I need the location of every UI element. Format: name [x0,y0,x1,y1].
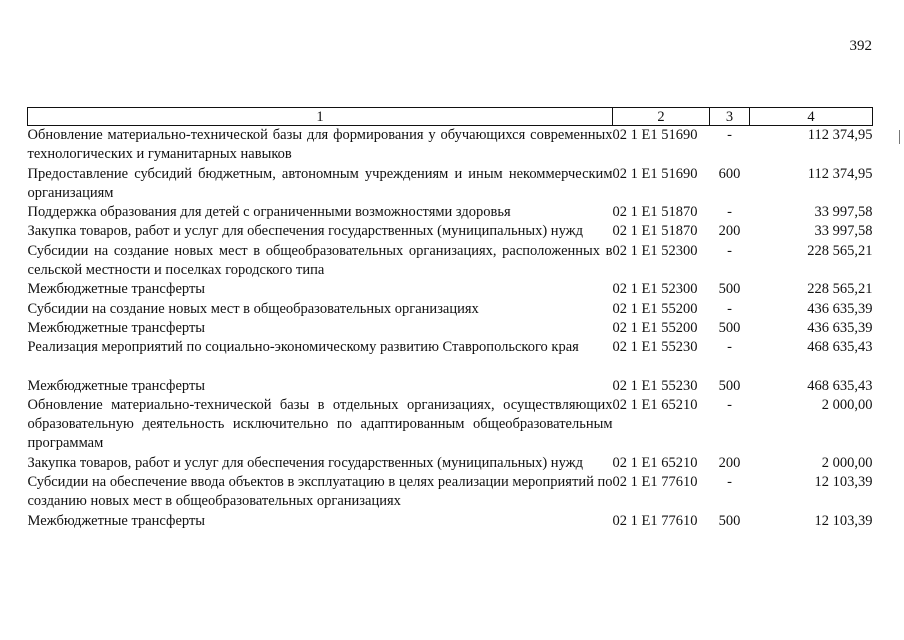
table-header [28,108,873,126]
row-name: Субсидии на создание новых мест в общеобразовательных организациях [27,300,479,317]
row-name: Поддержка образования для детей с ограниченными возможностями здоровья [27,204,511,221]
row-name: Межбюджетные трансферты [27,512,206,529]
row-amount: 468 635,43 [807,339,873,356]
header-cell-code: 2 [613,108,710,126]
row-code: 02 1 E1 55230 [612,377,698,394]
row-expense-type: 600 [718,165,741,182]
row-name: Обновление материально-технической базы в отдельных организациях, осуществляющих образовательную деятельность исключительно по адаптированным общеобразовательным программам [27,396,613,452]
row-name: Закупка товаров, работ и услуг для обеспечения государственных (муниципальных) нужд [27,454,584,471]
row-name: Межбюджетные трансферты [27,281,206,298]
row-expense-type: - [727,396,732,413]
row-expense-type: 500 [718,319,741,336]
header-cell-expense: 3 [710,108,750,126]
row-expense-type: - [727,339,732,356]
table-row [28,338,873,376]
row-code: 02 1 E1 77610 [612,474,698,491]
row-name: Межбюджетные трансферты [27,377,206,394]
header-cell-name: 1 [28,108,613,126]
row-name: Реализация мероприятий по социально-экономическому развитию Ставропольского края [27,339,579,356]
table-row [28,280,873,299]
row-name: Закупка товаров, работ и услуг для обеспечения государственных (муниципальных) нужд [27,223,584,240]
table-row [28,396,873,454]
table-row [28,512,873,531]
row-code: 02 1 E1 51690 [612,127,698,143]
row-expense-type: 200 [718,223,741,240]
row-name: Обновление материально-технической базы для формирования у обучающихся современных технологических и гуманитарных навыков [27,127,613,163]
row-amount: 12 103,39 [814,512,873,529]
table-body [28,126,873,531]
row-expense-type: - [727,300,732,317]
row-name: Субсидии на создание новых мест в общеобразовательных организациях, расположенных в сельской местности и поселках городского типа [27,242,613,279]
row-expense-type: - [727,204,732,221]
row-name: Субсидии на обеспечение ввода объектов в эксплуатацию в целях реализации мероприятий по созданию новых мест в общеобразовательных организациях [27,474,613,510]
header-cell-amount: 4 [750,108,873,126]
row-code: 02 1 E1 51870 [612,204,698,221]
page-number: 392 [849,38,872,54]
margin-mark [899,130,900,144]
row-expense-type: 200 [718,454,741,471]
row-amount: 12 103,39 [814,474,873,491]
row-expense-type: - [727,127,732,143]
table-row [28,222,873,241]
row-expense-type: 500 [718,281,741,298]
table-row [28,242,873,281]
row-code: 02 1 E1 55200 [612,319,698,336]
row-expense-type: - [727,242,732,259]
row-code: 02 1 E1 55230 [612,339,698,356]
table-row [28,300,873,319]
row-amount: 436 635,39 [807,300,873,317]
row-amount: 228 565,21 [807,281,873,298]
row-code: 02 1 E1 52300 [612,281,698,298]
table-row [28,203,873,222]
row-amount: 468 635,43 [807,377,873,394]
row-code: 02 1 E1 77610 [612,512,698,529]
row-amount: 33 997,58 [814,204,873,221]
row-amount: 112 374,95 [807,127,873,143]
row-expense-type: 500 [718,512,741,529]
row-name: Межбюджетные трансферты [27,319,206,336]
row-expense-type: - [727,474,732,491]
table-row [28,454,873,473]
budget-table [27,107,873,531]
row-amount: 33 997,58 [814,223,873,240]
row-name: Предоставление субсидий бюджетным, автономным учреждениям и иным некоммерческим организациям [27,165,613,201]
row-code: 02 1 E1 55200 [612,300,698,317]
row-code: 02 1 E1 51690 [612,165,698,182]
row-expense-type: 500 [718,377,741,394]
row-amount: 228 565,21 [807,242,873,259]
row-amount: 2 000,00 [821,396,873,413]
row-code: 02 1 E1 65210 [612,396,698,413]
table-row [28,473,873,512]
table-row [28,126,873,165]
row-code: 02 1 E1 52300 [612,242,698,259]
row-amount: 436 635,39 [807,319,873,336]
row-code: 02 1 E1 65210 [612,454,698,471]
table-row [28,319,873,338]
row-amount: 2 000,00 [821,454,873,471]
table-row [28,165,873,204]
row-amount: 112 374,95 [807,165,873,182]
row-code: 02 1 E1 51870 [612,223,698,240]
header-row [28,108,873,126]
table-row [28,377,873,396]
